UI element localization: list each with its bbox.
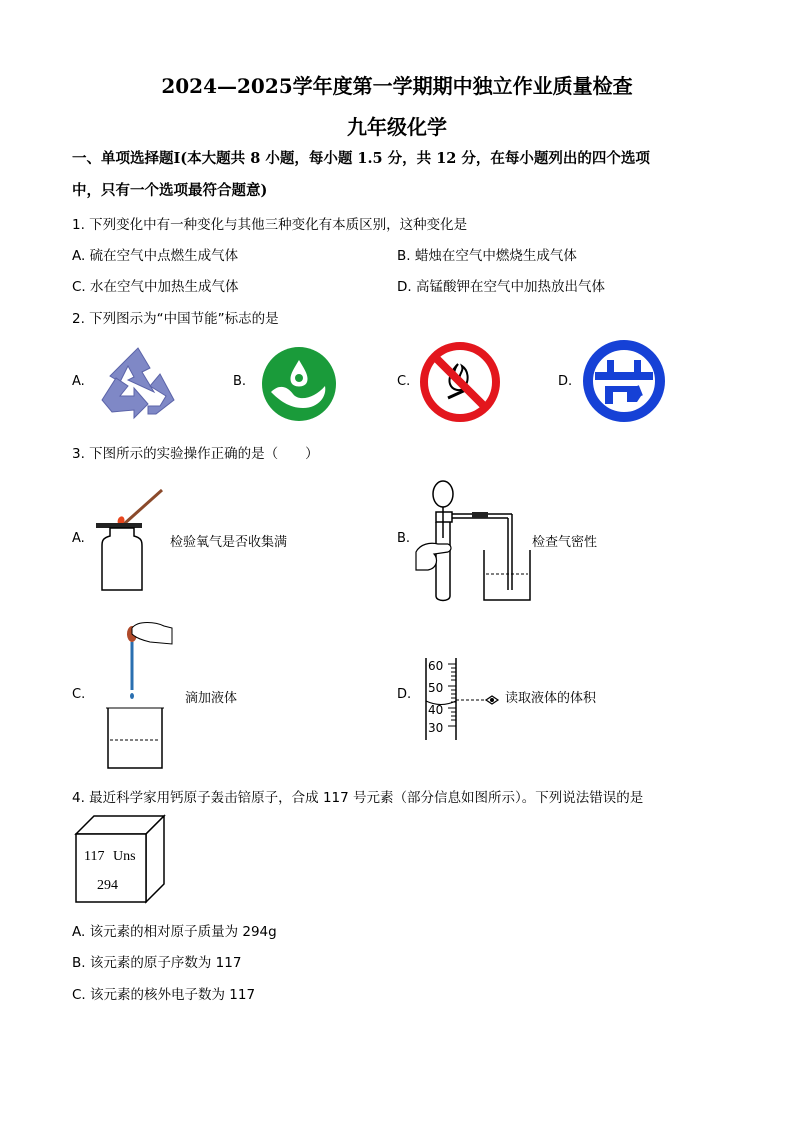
q2-letter-c: C. [397,374,411,389]
q3-letter-d: D. [397,687,412,702]
exam-title: 2024—2025学年度第一学期期中独立作业质量检查 [161,74,633,98]
q1-option-c: C. 水在空气中加热生成气体 [72,279,239,295]
cylinder-mark-40: 40 [428,703,444,717]
cylinder-mark-50: 50 [428,681,444,695]
recycle-icon [98,344,178,420]
oxygen-test-illustration [94,488,166,596]
q3-caption-c: 滴加液体 [185,691,238,706]
element-number: 117 [84,849,105,864]
q2-letter-a: A. [72,374,85,389]
q3-caption-d: 读取液体的体积 [505,691,597,706]
airtightness-check-illustration [414,478,536,604]
q4-option-c: C. 该元素的核外电子数为 117 [72,987,256,1003]
dropper-illustration [104,620,176,770]
q3-letter-b: B. [397,531,411,546]
question-3-stem: 3. 下图所示的实验操作正确的是（ ） [72,446,319,462]
section-heading-line1: 一、单项选择题Ⅰ(本大题共 8 小题，每小题 1.5 分，共 12 分，在每小题列出的四个选项 [72,150,650,167]
question-2-stem: 2. 下列图示为“中国节能”标志的是 [72,311,279,327]
q1-option-a: A. 硫在空气中点燃生成气体 [72,248,239,264]
q4-option-a: A. 该元素的相对原子质量为 294g [72,924,277,940]
cylinder-mark-30: 30 [428,721,444,735]
china-energy-saving-icon [581,338,667,424]
q3-caption-b: 检查气密性 [532,535,598,550]
q1-option-b: B. 蜡烛在空气中燃烧生成气体 [397,248,577,264]
q2-letter-d: D. [558,374,573,389]
element-symbol: Uns [113,849,136,864]
q1-option-d: D. 高锰酸钾在空气中加热放出气体 [397,279,605,295]
question-1-stem: 1. 下列变化中有一种变化与其他三种变化有本质区别，这种变化是 [72,217,468,233]
exam-subtitle: 九年级化学 [347,115,447,139]
q3-letter-c: C. [72,687,86,702]
graduated-cylinder-illustration [420,656,510,742]
element-mass: 294 [97,878,118,893]
q4-option-b: B. 该元素的原子序数为 117 [72,955,242,971]
section-heading-line2: 中，只有一个选项最符合题意) [72,182,268,199]
q3-caption-a: 检验氧气是否收集满 [170,535,288,550]
question-4-stem: 4. 最近科学家用钙原子轰击锫原子，合成 117 号元素（部分信息如图所示）。下列说法错误的是 [72,790,644,806]
water-saving-icon [261,346,337,422]
q3-letter-a: A. [72,531,85,546]
q2-letter-b: B. [233,374,247,389]
no-fire-icon [418,340,502,424]
cylinder-mark-60: 60 [428,659,444,673]
